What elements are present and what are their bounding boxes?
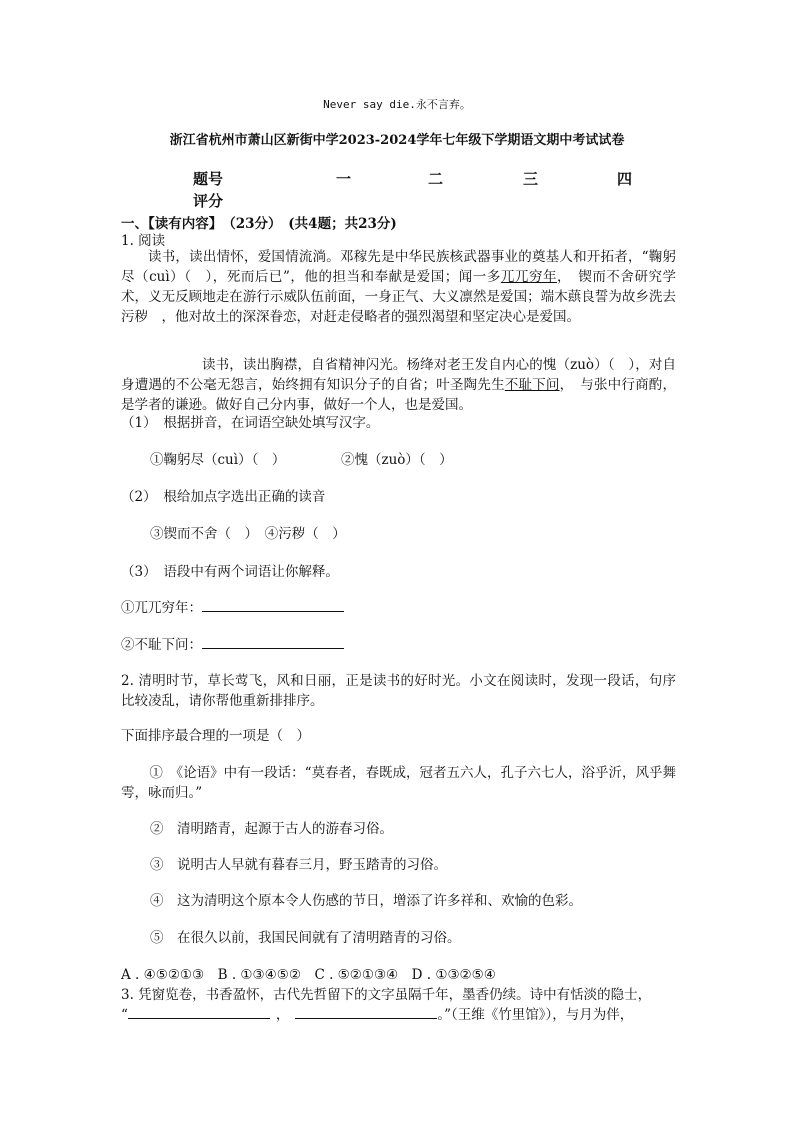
q1-sub1-a: ①鞠躬尽（cuì）（ ）	[150, 452, 286, 468]
passage-text: ， 锲而不舍研究学术，义无反顾地走在游行示威队伍前面，一身正气、大义凛然是爱国；端木蕻良誓为故乡洗去污秽 ，他对故土的深深眷恋，对赶走侵略者的强烈渴望和坚定决心是爱国。	[121, 269, 677, 325]
score-row-label-number: 题号	[193, 170, 224, 188]
exam-title: 浙江省杭州市萧山区新街中学2023-2024学年七年级下学期语文期中考试试卷	[169, 133, 625, 148]
q1-label: 1. 阅读	[121, 233, 166, 249]
passage-text: 读书，读出情怀，爱国情流淌。邓稼先是中华民族核武器事业的奠基人和开拓者，“鞠躬尽（cuì）（ ），死而后已”，他的担当和奉献是爱国；闻一多	[121, 249, 676, 285]
underlined-term: 不耻下问	[504, 377, 560, 393]
score-col-3: 三	[523, 170, 539, 188]
q1-sub2: （2） 根给加点字选出正确的读音	[121, 489, 326, 505]
q1-sub2-a: ③锲而不舍（ ） ④污秽（ ）	[150, 526, 346, 542]
q2-options[interactable]: A . ④⑤②①③ B . ①③④⑤② C . ⑤②①③④ D . ①③②⑤④	[121, 967, 496, 983]
q1-sub1: （1） 根据拼音，在词语空缺处填写汉字。	[121, 415, 380, 431]
passage-text: 读书，读出胸襟，自省精神闪光。杨绛对老王发自内心的愧（zuò）（ ），对自身遭遇的不公毫无怨言，始终拥有知识分子的自省；叶圣陶先生	[121, 357, 676, 393]
q3-line-1: 3. 凭窗览卷，书香盈怀，古代先哲留下的文字虽隔千年，墨香仍续。诗中有恬淡的隐士，	[121, 987, 652, 1003]
q2-stem: 2. 清明时节，草长莺飞，风和日丽，正是读书的好时光。小文在阅读时，发现一段话，句序比较凌乱，请你帮他重新排排序。	[121, 673, 676, 709]
answer-label: ②不耻下问：	[121, 637, 202, 653]
q1-sub1-b: ②愧（zuò）（ ）	[341, 452, 453, 468]
q2-sentence-2: ② 清明踏青，起源于古人的游春习俗。	[150, 821, 393, 837]
q2-ask: 下面排序最合理的一项是（ ）	[121, 728, 310, 744]
passage-text: ， 与张中行商酌，是学者的谦逊。做好自己分内事，做好一个人，也是爱国。	[121, 377, 677, 413]
q2-sentence-4: ④ 这为清明这个原本令人伤感的节日，增添了许多祥和、欢愉的色彩。	[150, 893, 582, 909]
q3-line-2	[121, 1004, 633, 1025]
answer-blank[interactable]	[202, 597, 344, 612]
q1-sub3-a	[121, 597, 344, 618]
comma: ，	[275, 1007, 290, 1023]
answer-label: ①兀兀穷年：	[121, 600, 202, 616]
q1-passage-2	[121, 355, 676, 415]
citation-text: 。”（王维《竹里馆》），与月为伴，	[437, 1007, 634, 1023]
quote-mark: “	[121, 1007, 128, 1023]
page-motto: Never say die.永不言弃。	[323, 98, 471, 111]
q2-sentence-1: ① 《论语》中有一段话：“莫春者，春既成，冠者五六人，孔子六七人，浴乎沂，风乎舞雩，咏而归。”	[121, 765, 676, 801]
q1-sub3: （3） 语段中有两个词语让你解释。	[121, 564, 339, 580]
score-col-2: 二	[428, 170, 444, 188]
q1-sub3-b	[121, 634, 344, 655]
score-col-1: 一	[336, 170, 352, 188]
q1-passage-1	[121, 247, 676, 327]
answer-blank[interactable]	[202, 634, 344, 649]
q2-sentence-5: ⑤ 在很久以前，我国民间就有了清明踏青的习俗。	[150, 930, 461, 946]
answer-blank[interactable]	[295, 1004, 437, 1019]
score-row-label-score: 评分	[193, 192, 224, 210]
section-heading: 一、【读有内容】 （23分） (共4题；共23分)	[121, 216, 397, 232]
q2-sentence-3: ③ 说明古人早就有暮春三月，野玉踏青的习俗。	[150, 857, 447, 873]
answer-blank[interactable]	[128, 1004, 270, 1019]
score-col-4: 四	[617, 170, 633, 188]
underlined-term: 兀兀穷年	[500, 269, 558, 285]
